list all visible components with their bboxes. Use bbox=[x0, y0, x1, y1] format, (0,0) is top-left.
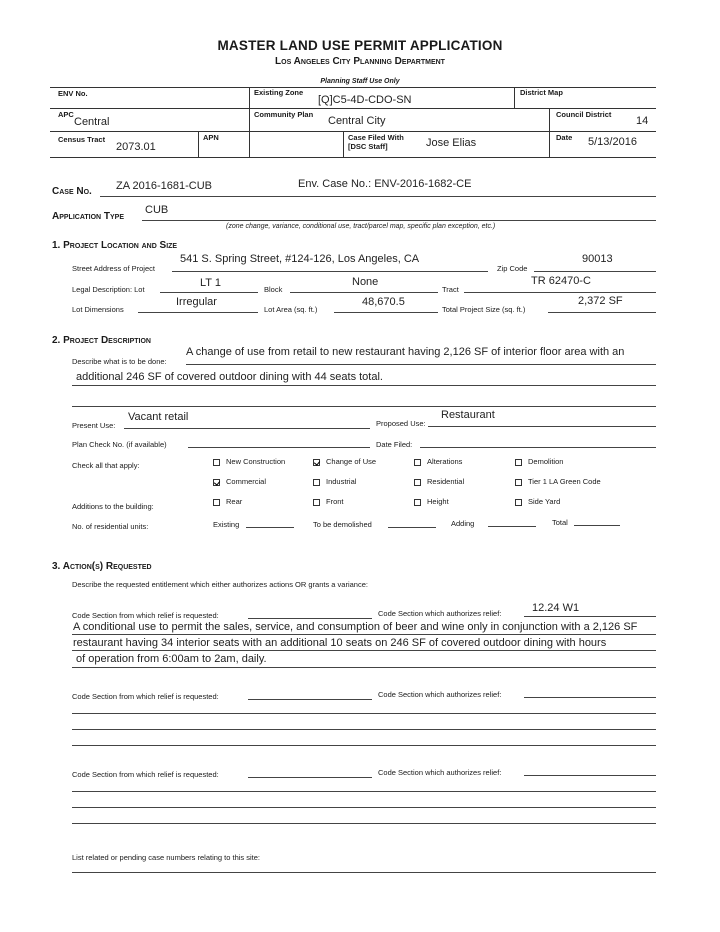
demolished-label: To be demolished bbox=[313, 520, 372, 529]
total-units-label: Total bbox=[552, 518, 568, 527]
checkbox-front[interactable] bbox=[313, 497, 344, 506]
checkbox-tier-1-la-green-code[interactable] bbox=[515, 477, 601, 486]
residential-units-label: No. of residential units: bbox=[72, 522, 149, 531]
checkbox-label: Commercial bbox=[226, 477, 267, 486]
date-value[interactable]: 5/13/2016 bbox=[588, 136, 637, 148]
zip-label: Zip Code bbox=[497, 264, 528, 273]
checkbox-height[interactable] bbox=[414, 497, 449, 506]
checkbox-label: Rear bbox=[226, 497, 243, 506]
present-use-value[interactable]: Vacant retail bbox=[128, 411, 189, 423]
checkbox-box[interactable] bbox=[414, 499, 421, 506]
section1-heading: 1. Project Location and Size bbox=[52, 240, 178, 251]
department-name: Los Angeles City Planning Department bbox=[275, 56, 445, 67]
checkbox-box[interactable] bbox=[313, 479, 320, 486]
checkbox-box[interactable] bbox=[213, 499, 220, 506]
apn-label: APN bbox=[203, 133, 219, 142]
lot-area-label: Lot Area (sq. ft.) bbox=[264, 305, 318, 314]
checkbox-label: Height bbox=[427, 497, 449, 506]
checkbox-label: Residential bbox=[427, 477, 465, 486]
census-tract-value[interactable]: 2073.01 bbox=[116, 141, 156, 153]
community-plan-value[interactable]: Central City bbox=[328, 115, 386, 127]
form-title: MASTER LAND USE PERMIT APPLICATION bbox=[217, 38, 503, 53]
authorizes-label-1: Code Section which authorizes relief: bbox=[378, 609, 502, 618]
checkbox-box[interactable] bbox=[515, 479, 522, 486]
case-no-label: Case No. bbox=[52, 186, 92, 197]
case-filed-value[interactable]: Jose Elias bbox=[426, 137, 477, 149]
checkbox-commercial[interactable] bbox=[213, 477, 266, 486]
checkbox-new-construction[interactable] bbox=[213, 457, 285, 466]
section3-heading: 3. Action(s) Requested bbox=[52, 561, 152, 572]
zip-value[interactable]: 90013 bbox=[582, 253, 613, 265]
additions-label: Additions to the building: bbox=[72, 502, 154, 511]
checkbox-label: Alterations bbox=[427, 457, 463, 466]
present-use-label: Present Use: bbox=[72, 421, 116, 430]
checkbox-change-of-use[interactable] bbox=[313, 457, 376, 466]
council-district-value[interactable]: 14 bbox=[636, 115, 649, 127]
staff-use-label: Planning Staff Use Only bbox=[320, 78, 400, 85]
lot-value[interactable]: LT 1 bbox=[200, 277, 221, 289]
checkbox-side-yard[interactable] bbox=[515, 497, 560, 506]
checkbox-box[interactable] bbox=[414, 479, 421, 486]
relief-label-1: Code Section from which relief is requested: bbox=[72, 611, 219, 620]
block-value[interactable]: None bbox=[352, 276, 379, 288]
lot-area-value[interactable]: 48,670.5 bbox=[362, 296, 405, 308]
application-type-hint: (zone change, variance, conditional use, tract/parcel map, specific plan exception, etc.) bbox=[226, 223, 496, 230]
check-all-label: Check all that apply: bbox=[72, 461, 140, 470]
checkbox-box[interactable] bbox=[313, 459, 320, 466]
authorizes-value-1[interactable]: 12.24 W1 bbox=[532, 602, 580, 614]
lot-dimensions-label: Lot Dimensions bbox=[72, 305, 124, 314]
request-line-2[interactable]: restaurant having 34 interior seats with an additional 10 seats on 246 SF of covered outdoor dining with hours bbox=[73, 637, 607, 649]
describe-label: Describe what is to be done: bbox=[72, 357, 167, 366]
street-label: Street Address of Project bbox=[72, 264, 155, 273]
checkbox-label: Front bbox=[326, 497, 344, 506]
checkbox-box[interactable] bbox=[515, 459, 522, 466]
checkbox-residential[interactable] bbox=[414, 477, 464, 486]
checkbox-label: Tier 1 LA Green Code bbox=[528, 477, 601, 486]
checkbox-alterations[interactable] bbox=[414, 457, 462, 466]
section2-heading: 2. Project Description bbox=[52, 335, 151, 346]
request-line-3[interactable]: of operation from 6:00am to 2am, daily. bbox=[76, 653, 267, 665]
checkbox-box[interactable] bbox=[313, 499, 320, 506]
checkbox-demolition[interactable] bbox=[515, 457, 563, 466]
tract-label: Tract bbox=[442, 285, 459, 294]
district-map-label: District Map bbox=[520, 88, 563, 97]
proposed-use-label: Proposed Use: bbox=[376, 419, 426, 428]
application-type-value[interactable]: CUB bbox=[145, 204, 169, 216]
legal-lot-label: Legal Description: Lot bbox=[72, 285, 145, 294]
apc-label: APC bbox=[58, 110, 74, 119]
street-value[interactable]: 541 S. Spring Street, #124-126, Los Angeles, CA bbox=[180, 253, 420, 265]
apc-value[interactable]: Central bbox=[74, 116, 110, 128]
request-line-1[interactable]: A conditional use to permit the sales, service, and consumption of beer and wine only in conjunction with a 2,126 SF bbox=[73, 621, 638, 633]
tract-value[interactable]: TR 62470-C bbox=[531, 275, 591, 287]
authorizes-label-2: Code Section which authorizes relief: bbox=[378, 690, 502, 699]
entitlement-describe-label: Describe the requested entitlement which either authorizes actions OR grants a variance: bbox=[72, 580, 368, 589]
checkbox-box[interactable] bbox=[213, 479, 220, 486]
env-case-no[interactable]: Env. Case No.: ENV-2016-1682-CE bbox=[298, 178, 472, 190]
checkbox-label: Demolition bbox=[528, 457, 564, 466]
checkbox-label: Industrial bbox=[326, 477, 357, 486]
existing-zone-value[interactable]: [Q]C5-4D-CDO-SN bbox=[318, 94, 412, 106]
council-district-label: Council District bbox=[556, 110, 612, 119]
description-line-2[interactable]: additional 246 SF of covered outdoor dining with 44 seats total. bbox=[76, 371, 383, 383]
checkbox-industrial[interactable] bbox=[313, 477, 356, 486]
date-filed-label: Date Filed: bbox=[376, 440, 413, 449]
authorizes-label-3: Code Section which authorizes relief: bbox=[378, 768, 502, 777]
description-line-1[interactable]: A change of use from retail to new restaurant having 2,126 SF of interior floor area with an bbox=[186, 346, 625, 358]
checkbox-box[interactable] bbox=[213, 459, 220, 466]
total-size-label: Total Project Size (sq. ft.) bbox=[442, 305, 526, 314]
relief-label-2: Code Section from which relief is requested: bbox=[72, 692, 219, 701]
total-size-value[interactable]: 2,372 SF bbox=[578, 295, 623, 307]
relief-label-3: Code Section from which relief is requested: bbox=[72, 770, 219, 779]
checkbox-label: Change of Use bbox=[326, 457, 377, 466]
census-tract-label: Census Tract bbox=[58, 135, 106, 144]
checkbox-box[interactable] bbox=[414, 459, 421, 466]
plan-check-label: Plan Check No. (if available) bbox=[72, 440, 167, 449]
proposed-use-value[interactable]: Restaurant bbox=[441, 409, 495, 421]
block-label: Block bbox=[264, 285, 283, 294]
lot-dimensions-value[interactable]: Irregular bbox=[176, 296, 217, 308]
case-filed-label: Case Filed With [DSC Staff] bbox=[348, 133, 404, 151]
application-type-label: Application Type bbox=[52, 211, 124, 222]
checkbox-label: Side Yard bbox=[528, 497, 561, 506]
adding-label: Adding bbox=[451, 519, 475, 528]
existing-zone-label: Existing Zone bbox=[254, 88, 304, 97]
env-no-label: ENV No. bbox=[58, 89, 88, 98]
case-no-value[interactable]: ZA 2016-1681-CUB bbox=[116, 180, 212, 192]
date-label: Date bbox=[556, 133, 573, 142]
related-cases-label: List related or pending case numbers relating to this site: bbox=[72, 853, 261, 862]
checkbox-rear[interactable] bbox=[213, 497, 242, 506]
community-plan-label: Community Plan bbox=[254, 110, 314, 119]
checkbox-box[interactable] bbox=[515, 499, 522, 506]
existing-label: Existing bbox=[213, 520, 240, 529]
checkbox-label: New Construction bbox=[226, 457, 286, 466]
